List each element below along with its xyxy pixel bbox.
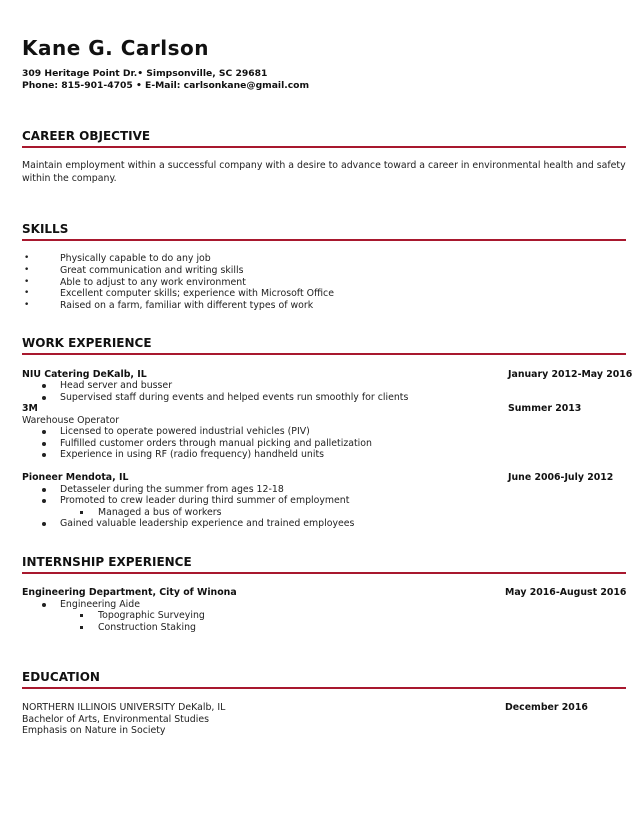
bullet-icon: • — [24, 277, 30, 287]
job-bullet: Head server and busser — [60, 380, 173, 391]
section-divider — [22, 146, 626, 148]
skill-item: Excellent computer skills; experience with Microsoft Office — [60, 288, 334, 299]
job-employer: NIU Catering DeKalb, IL — [22, 369, 147, 380]
job-role: Warehouse Operator — [22, 415, 120, 426]
internship-employer: Engineering Department, City of Winona — [22, 587, 237, 598]
education-school: NORTHERN ILLINOIS UNIVERSITY DeKalb, IL — [22, 702, 226, 713]
job-sub-bullet: Managed a bus of workers — [98, 507, 222, 518]
job-bullet: Supervised staff during events and helped events run smoothly for clients — [60, 392, 409, 403]
internship-role: Engineering Aide — [60, 599, 140, 610]
job-bullet: Licensed to operate powered industrial vehicles (PIV) — [60, 426, 310, 437]
education-emphasis: Emphasis on Nature in Society — [22, 725, 166, 736]
job-employer: Pioneer Mendota, IL — [22, 472, 129, 483]
section-title-work-experience: WORK EXPERIENCE — [22, 336, 152, 350]
section-title-internship: INTERNSHIP EXPERIENCE — [22, 555, 192, 569]
bullet-icon: • — [24, 265, 30, 275]
square-bullet-icon — [80, 614, 83, 617]
job-dates: Summer 2013 — [508, 403, 582, 414]
bullet-icon — [42, 522, 46, 526]
bullet-icon — [42, 384, 46, 388]
internship-sub-bullet: Construction Staking — [98, 622, 196, 633]
section-title-career-objective: CAREER OBJECTIVE — [22, 129, 151, 143]
skill-item: Physically capable to do any job — [60, 253, 211, 264]
bullet-icon: • — [24, 288, 30, 298]
square-bullet-icon — [80, 511, 83, 514]
job-bullet: Gained valuable leadership experience and trained employees — [60, 518, 355, 529]
section-divider — [22, 239, 626, 241]
applicant-name: Kane G. Carlson — [22, 36, 210, 60]
section-title-education: EDUCATION — [22, 670, 100, 684]
bullet-icon — [42, 499, 46, 503]
square-bullet-icon — [80, 626, 83, 629]
bullet-icon — [42, 488, 46, 492]
bullet-icon — [42, 396, 46, 400]
bullet-icon — [42, 442, 46, 446]
section-divider — [22, 353, 626, 355]
section-title-skills: SKILLS — [22, 222, 69, 236]
objective-line-2: within the company. — [22, 173, 117, 184]
job-bullet: Promoted to crew leader during third summer of employment — [60, 495, 350, 506]
job-dates: January 2012-May 2016 — [508, 369, 633, 380]
job-bullet: Experience in using RF (radio frequency) handheld units — [60, 449, 325, 460]
section-divider — [22, 572, 626, 574]
internship-dates: May 2016-August 2016 — [505, 587, 627, 598]
objective-line-1: Maintain employment within a successful company with a desire to advance toward a career in environmental health and safety — [22, 160, 626, 171]
skill-item: Raised on a farm, familiar with different types of work — [60, 300, 314, 311]
skill-item: Great communication and writing skills — [60, 265, 244, 276]
education-date: December 2016 — [505, 702, 588, 713]
job-employer: 3M — [22, 403, 38, 414]
job-bullet: Detasseler during the summer from ages 12-18 — [60, 484, 284, 495]
bullet-icon — [42, 453, 46, 457]
skill-item: Able to adjust to any work environment — [60, 277, 246, 288]
section-divider — [22, 687, 626, 689]
bullet-icon: • — [24, 253, 30, 263]
internship-sub-bullet: Topographic Surveying — [98, 610, 205, 621]
education-degree: Bachelor of Arts, Environmental Studies — [22, 714, 209, 725]
address-line: 309 Heritage Point Dr.• Simpsonville, SC 29681 — [22, 68, 268, 79]
bullet-icon — [42, 430, 46, 434]
bullet-icon — [42, 603, 46, 607]
bullet-icon: • — [24, 300, 30, 310]
job-bullet: Fulfilled customer orders through manual picking and palletization — [60, 438, 372, 449]
phone-email-line: Phone: 815-901-4705 • E-Mail: carlsonkane@gmail.com — [22, 80, 310, 91]
job-dates: June 2006-July 2012 — [508, 472, 614, 483]
